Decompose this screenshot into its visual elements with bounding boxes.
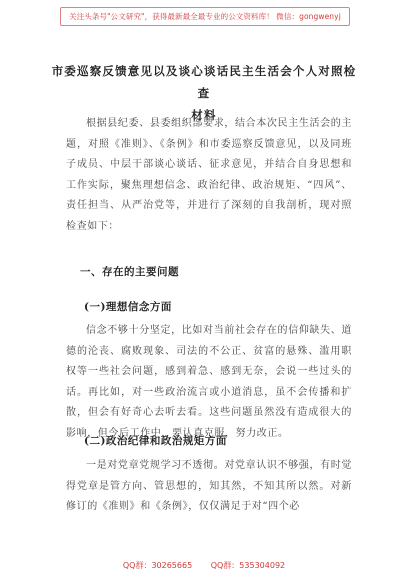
footer [0,560,408,571]
header-banner: 关注头条号"公文研究"，获得最新最全最专业的公文资料库！ 微信：gongwenyj [60,7,350,26]
intro-paragraph: 根据县纪委、县委组织部要求，结合本次民主生活会的主题，对照《准则》、《条例》和市委巡察反馈意见，以及同班子成员、中层干部谈心谈话、征求意见，并结合自身思想和工作实际，聚焦理想信念、政治纪律、政治规矩、“四风”、责任担当、从严治党等，并进行了深刻的自我剖析，现对照检查如下： [66,118,352,232]
title-line-2: 材料 [191,108,217,122]
ideals-paragraph: 信念不够十分坚定，比如对当前社会存在的信仰缺失、道德的沦丧、腐败现象、司法的不公正、贫富的悬殊、滥用职权等一些社会问题，感到着急、感到无奈，会说一些过头的话。再比如，对一些政治流言或小道消息，虽不会传播和扩散，但会有好奇心去听去看。这些问题虽然没有造成很大的影响，但今后工作中，要认真克服，努力改正。 [66,325,352,439]
section-heading-main-problems: 一、存在的主要问题 [80,266,179,278]
subsection-heading-discipline: (二)政治纪律和政治规矩方面 [84,435,227,447]
title-line-1: 市委巡察反馈意见以及谈心谈话民主生活会个人对照检查 [51,64,357,100]
discipline-paragraph: 一是对党章党规学习不透彻。对党章认识不够强，有时觉得党章是管方向、管思想的，知其然，不知其所以然。对新修订的《准则》和《条例》，仅仅满足于对“四个必 [66,460,352,512]
subsection-heading-ideals: (一)理想信念方面 [84,301,172,313]
footer-qq-group-1: QQ群：30265665 [122,561,193,570]
footer-qq-group-2: QQ群：535304092 [210,561,286,570]
